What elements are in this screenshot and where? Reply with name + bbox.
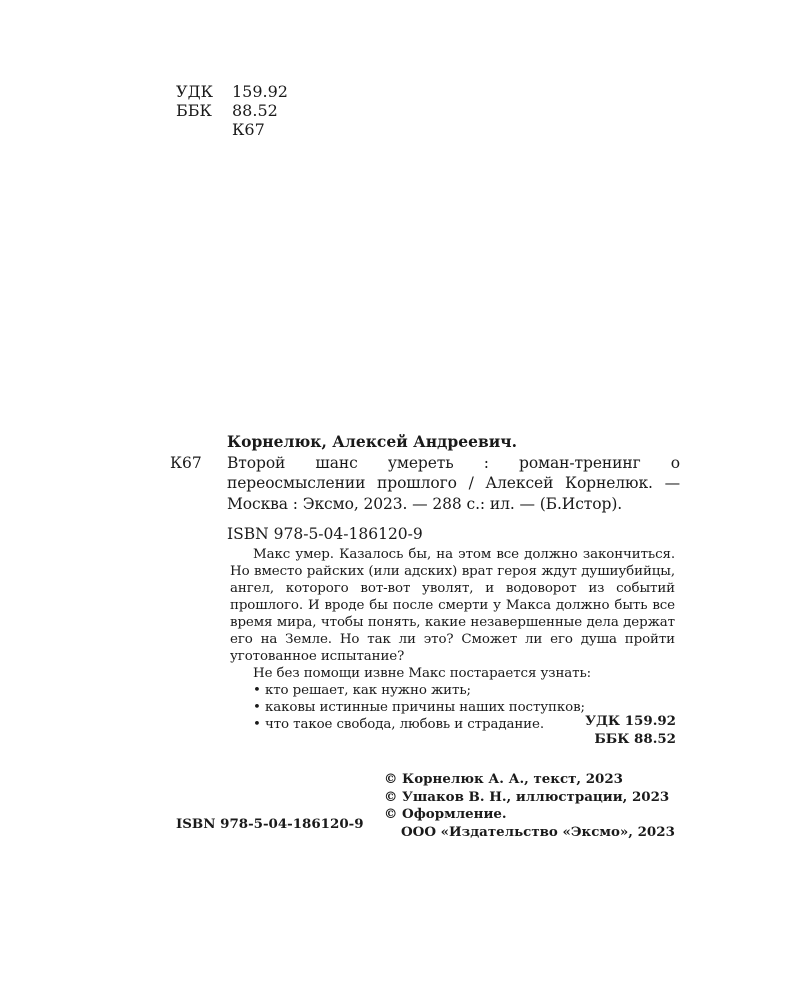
bbk-label: ББК — [176, 101, 212, 120]
annotation-item: • кто решает, как нужно жить; — [253, 683, 471, 698]
isbn-bottom: ISBN 978-5-04-186120-9 — [176, 816, 364, 832]
copyright-line: © Оформление. — [384, 806, 507, 822]
bbk-value: 88.52 — [232, 101, 278, 120]
bbk-row — [176, 101, 288, 120]
annotation — [230, 546, 675, 733]
classification-block — [176, 82, 288, 139]
entry-author: Корнелюк, Алексей Андреевич. — [227, 432, 517, 451]
entry-code: К67 — [170, 453, 202, 472]
annotation-item: • что такое свобода, любовь и страдание. — [253, 717, 544, 732]
annotation-paragraph: Макс умер. Казалось бы, на этом все должно закончиться. Но вместо райских (или адских) врат героя ждут душиубийцы, ангел, которого вот-вот уволят, и водоворот из событий прошлого. И вроде бы после смерти у Макса должно быть все время мира, чтобы понять, какие незавершенные дела держат его на Земле. Но так ли это? Сможет ли его душа пройти уготованное испытание? — [230, 547, 675, 664]
udk-label: УДК — [176, 82, 213, 101]
bbk-code: ББК 88.52 — [594, 731, 676, 747]
copyright-line: ООО «Издательство «Эксмо», 2023 — [401, 823, 675, 840]
copyright-block — [384, 771, 675, 841]
entry-row — [170, 453, 680, 515]
bibliographic-entry — [170, 432, 680, 545]
annotation-item: • каковы истинные причины наших поступков; — [253, 700, 585, 715]
classification-codes-bold — [560, 712, 676, 748]
entry-text: Второй шанс умереть : роман-тренинг о переосмыслении прошлого / Алексей Корнелюк. — Москва : Эксмо, 2023. — 288 с.: ил. — (Б.Истор). — [227, 453, 680, 513]
copyright-line: © Ушаков В. Н., иллюстрации, 2023 — [384, 788, 670, 805]
author-sign: К67 — [232, 120, 265, 139]
annotation-lead: Не без помощи извне Макс постарается узнать: — [253, 666, 592, 681]
udk-code: УДК 159.92 — [585, 713, 676, 729]
udk-value: 159.92 — [232, 82, 288, 101]
author-sign-row — [176, 120, 288, 139]
copyright-line: © Корнелюк А. А., текст, 2023 — [384, 771, 624, 787]
entry-isbn: ISBN 978-5-04-186120-9 — [227, 525, 423, 543]
udk-row — [176, 82, 288, 101]
